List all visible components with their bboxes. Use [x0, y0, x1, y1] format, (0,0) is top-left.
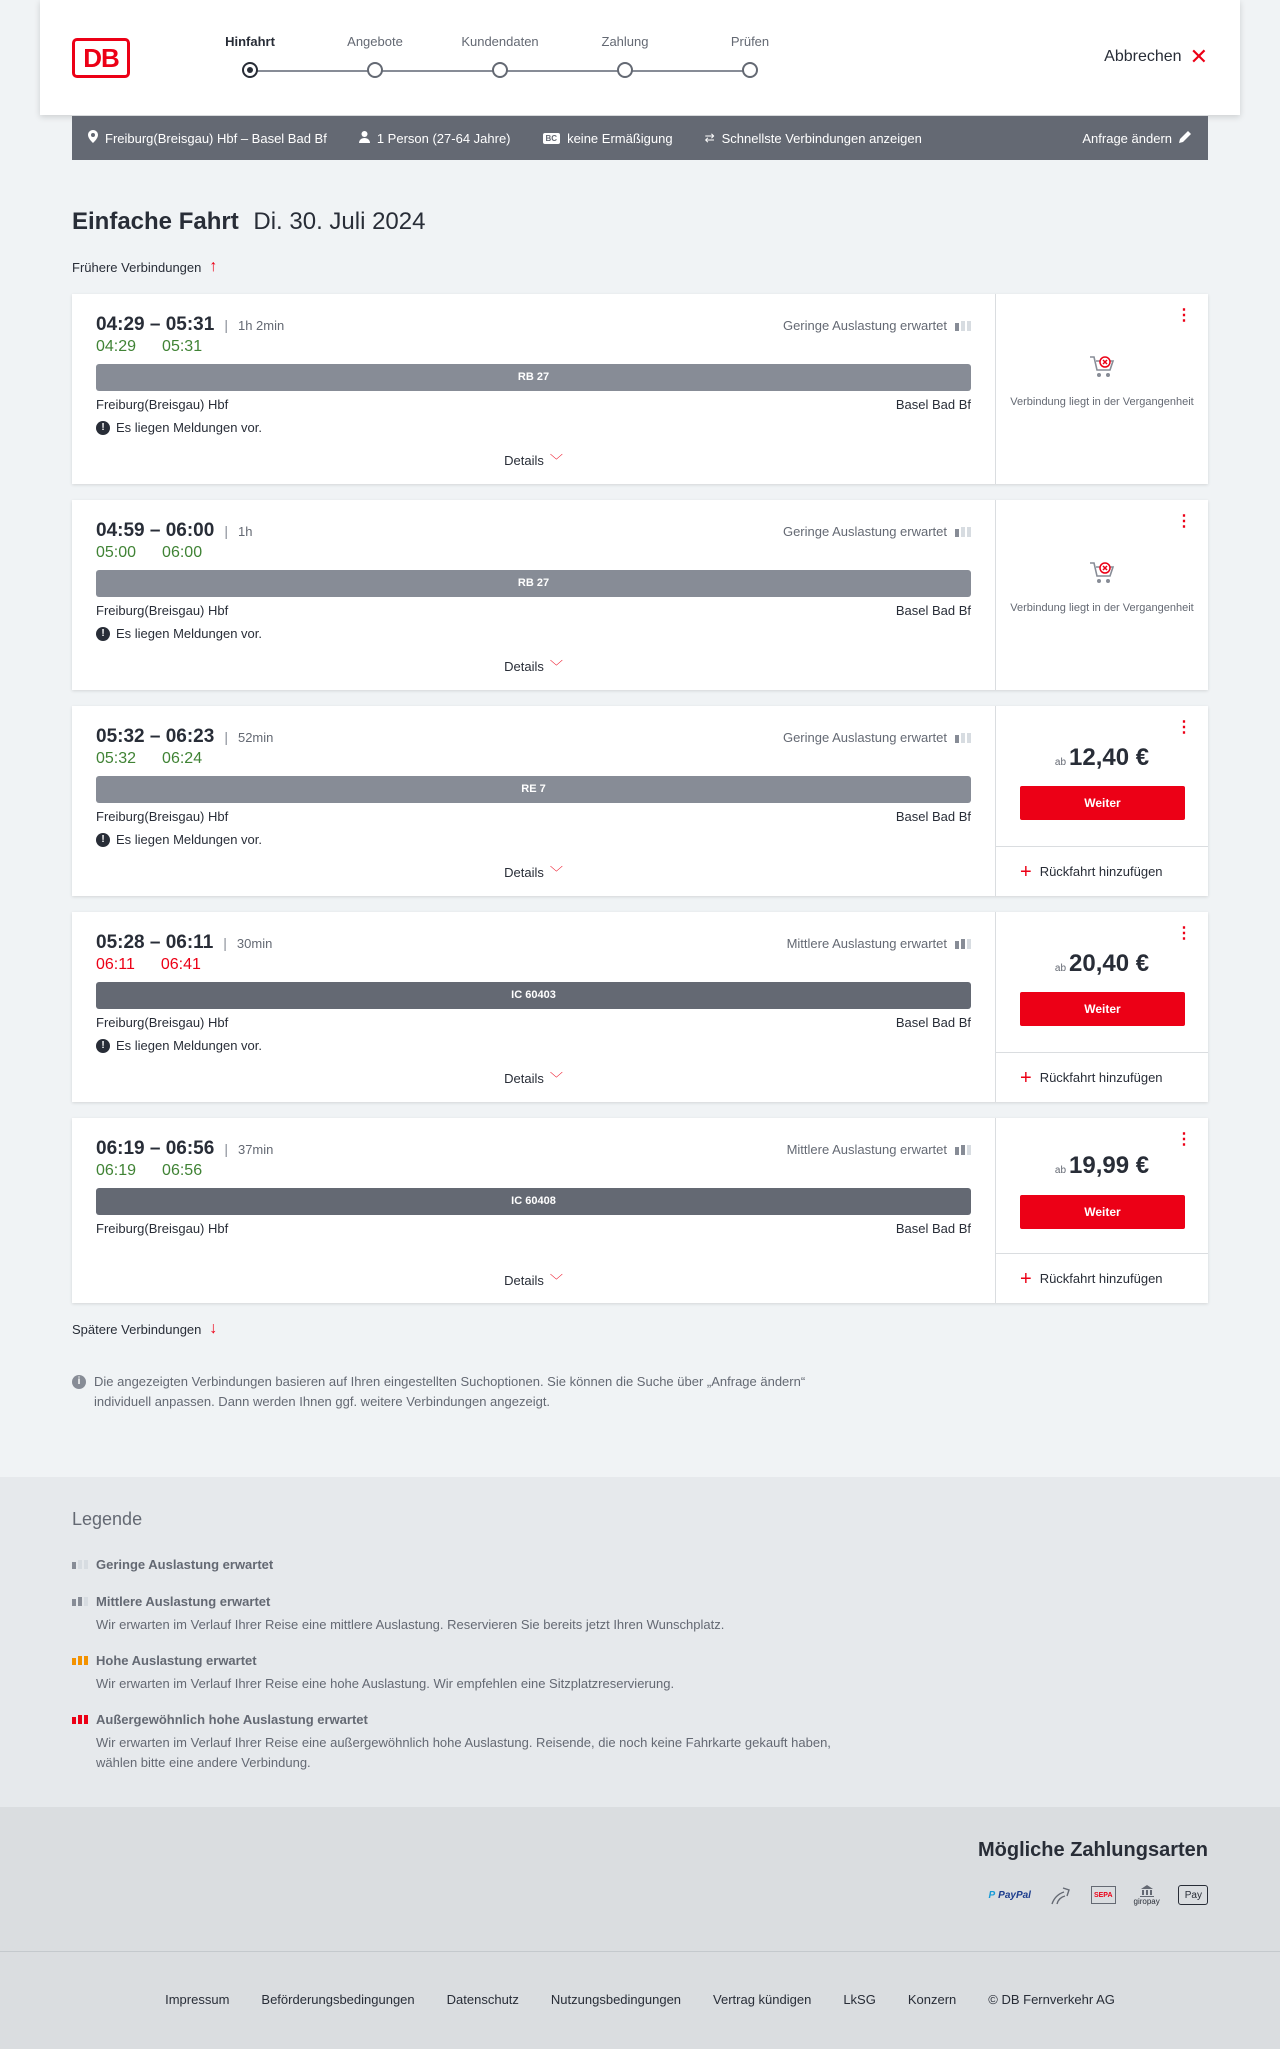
separator: | — [223, 935, 227, 951]
route-summary — [88, 130, 327, 146]
footer-link-impressum[interactable]: Impressum — [165, 1992, 230, 2007]
details-label: Details — [504, 865, 544, 880]
step-zahlung — [555, 34, 695, 78]
footer-link-datenschutz[interactable]: Datenschutz — [446, 1992, 519, 2007]
train-bar: IC 60403 — [96, 982, 971, 1009]
realtime-departure: 05:32 — [96, 750, 137, 767]
low-load-icon — [955, 527, 971, 537]
legend-item-desc: Wir erwarten im Verlauf Ihrer Reise eine hohe Auslastung. Wir empfehlen eine Sitzplatzreservierung. — [96, 1676, 675, 1691]
more-options-icon[interactable]: ⋮ — [1176, 307, 1192, 324]
continue-button[interactable]: Weiter — [1020, 992, 1185, 1026]
legend-title: Legende — [72, 1509, 143, 1529]
medium-load-icon — [72, 1597, 88, 1606]
later-connections-link[interactable] — [72, 1320, 217, 1338]
add-return-button[interactable] — [996, 1253, 1208, 1303]
more-options-icon[interactable]: ⋮ — [1176, 925, 1192, 942]
message-text: Es liegen Meldungen vor. — [116, 832, 262, 847]
past-connection-notice — [996, 560, 1208, 614]
details-toggle[interactable] — [72, 656, 995, 675]
step-label: Prüfen — [730, 34, 770, 49]
planned-time-range: 05:32 – 06:23 — [96, 726, 215, 747]
step-label: Angebote — [347, 34, 403, 49]
message-text: Es liegen Meldungen vor. — [116, 626, 262, 641]
load-text: Geringe Auslastung erwartet — [782, 524, 947, 539]
medium-load-icon — [955, 1145, 971, 1155]
chevron-down-icon: ﹀ — [549, 865, 563, 880]
details-label: Details — [504, 453, 544, 468]
train-bar: RE 7 — [96, 776, 971, 803]
realtime-arrival: 06:24 — [162, 750, 203, 767]
legend-item-desc: Wir erwarten im Verlauf Ihrer Reise eine mittlere Auslastung. Reservieren Sie bereits jetzt Ihren Wunschplatz. — [96, 1617, 725, 1632]
price — [996, 744, 1208, 772]
booking-header — [40, 0, 1240, 115]
realtime-times — [96, 338, 971, 356]
legend-item-desc: Wir erwarten im Verlauf Ihrer Reise eine außergewöhnlich hohe Auslastung. Reisende, die noch keine Fahrkarte gekauft haben, wählen bitte eine andere Verbindung. — [96, 1735, 831, 1770]
warning-icon: ! — [96, 833, 110, 847]
realtime-arrival: 06:00 — [162, 544, 203, 561]
realtime-departure: 05:00 — [96, 544, 137, 561]
connection-card — [72, 500, 1208, 690]
message-notice — [96, 626, 971, 641]
footer-copyright: © DB Fernverkehr AG — [988, 1992, 1115, 2007]
step-kundendaten — [430, 34, 570, 78]
details-toggle[interactable] — [72, 1068, 995, 1087]
payment-title: Mögliche Zahlungsarten — [977, 1839, 1208, 1861]
route-text: Freiburg(Breisgau) Hbf – Basel Bad Bf — [105, 130, 327, 146]
legend-item-title: Mittlere Auslastung erwartet — [96, 1594, 271, 1609]
progress-stepper — [180, 34, 770, 84]
details-toggle[interactable] — [72, 862, 995, 881]
planned-time-range: 04:29 – 05:31 — [96, 314, 215, 335]
earlier-connections-link[interactable] — [72, 258, 217, 276]
change-request-button[interactable] — [1082, 130, 1192, 146]
arrival-station: Basel Bad Bf — [895, 603, 971, 618]
connection-card — [72, 1118, 1208, 1303]
footer — [0, 1952, 1280, 2049]
info-text: Die angezeigten Verbindungen basieren auf Ihren eingestellten Suchoptionen. Sie können die Suche über „Anfrage ändern“ individuell anpassen. Dann werden Ihnen ggf. weitere Verbindungen angezeigt. — [94, 1374, 806, 1409]
price-prefix: ab — [1054, 1165, 1067, 1176]
trip-type: Einfache Fahrt — [72, 208, 239, 235]
trip-date: Di. 30. Juli 2024 — [253, 208, 426, 235]
load-indicator — [783, 318, 971, 333]
load-indicator — [787, 1142, 971, 1157]
realtime-departure: 06:19 — [96, 1162, 137, 1179]
train-bar: RB 27 — [96, 364, 971, 391]
stations — [96, 1221, 971, 1236]
past-text: Verbindung liegt in der Vergangenheit — [1010, 602, 1194, 614]
plus-icon: + — [1020, 1267, 1032, 1290]
duration: 52min — [237, 729, 274, 745]
details-label: Details — [504, 1071, 544, 1086]
departure-station: Freiburg(Breisgau) Hbf — [96, 603, 229, 618]
more-options-icon[interactable]: ⋮ — [1176, 1131, 1192, 1148]
change-request-label: Anfrage ändern — [1082, 130, 1172, 146]
realtime-arrival: 05:31 — [162, 338, 203, 355]
db-logo[interactable]: DB — [72, 38, 130, 78]
low-load-icon — [955, 733, 971, 743]
more-options-icon[interactable]: ⋮ — [1176, 513, 1192, 530]
step-hinfahrt — [180, 34, 320, 78]
search-info-note — [72, 1372, 852, 1412]
offer-panel — [995, 500, 1208, 690]
offer-panel — [995, 294, 1208, 484]
more-options-icon[interactable]: ⋮ — [1176, 719, 1192, 736]
past-text: Verbindung liegt in der Vergangenheit — [1010, 396, 1194, 408]
high-load-icon — [72, 1656, 88, 1665]
pencil-icon — [1179, 130, 1192, 146]
chevron-down-icon: ﹀ — [549, 659, 563, 674]
search-summary-bar — [72, 116, 1208, 160]
load-indicator — [783, 524, 971, 539]
footer-links — [0, 1992, 1280, 2007]
low-load-icon — [955, 321, 971, 331]
legend-item-title: Geringe Auslastung erwartet — [96, 1557, 274, 1572]
discount-text: keine Ermäßigung — [567, 130, 673, 146]
price — [996, 950, 1208, 978]
price-amount: 19,99 € — [1069, 1152, 1150, 1179]
info-icon: i — [72, 1375, 86, 1389]
passenger-summary — [359, 131, 511, 146]
credit-card-hand-icon — [1049, 1884, 1073, 1906]
warning-icon: ! — [96, 1039, 110, 1053]
legend-item-high — [72, 1653, 872, 1694]
legend-item-title: Hohe Auslastung erwartet — [96, 1653, 257, 1668]
details-label: Details — [504, 659, 544, 674]
close-icon: ✕ — [1189, 44, 1208, 69]
realtime-times — [96, 956, 971, 974]
add-return-label: Rückfahrt hinzufügen — [1039, 1271, 1163, 1286]
apple-pay-icon: Pay — [1178, 1885, 1208, 1905]
plus-icon: + — [1020, 1066, 1032, 1089]
footer-link-konzern[interactable]: Konzern — [907, 1992, 957, 2007]
realtime-departure: 04:29 — [96, 338, 137, 355]
departure-station: Freiburg(Breisgau) Hbf — [96, 1221, 229, 1236]
duration: 30min — [236, 935, 273, 951]
realtime-times — [96, 544, 971, 562]
add-return-label: Rückfahrt hinzufügen — [1039, 864, 1163, 879]
realtime-times — [96, 1162, 971, 1180]
bahncard-icon: BC — [543, 133, 561, 144]
person-icon — [359, 131, 370, 146]
load-text: Geringe Auslastung erwartet — [782, 730, 947, 745]
step-label: Kundendaten — [461, 34, 539, 49]
planned-time-range: 04:59 – 06:00 — [96, 520, 215, 541]
connection-card — [72, 294, 1208, 484]
sepa-icon: SEPA — [1091, 1886, 1116, 1904]
train-bar: IC 60408 — [96, 1188, 971, 1215]
message-notice — [96, 832, 971, 847]
add-return-button[interactable] — [996, 1052, 1208, 1102]
fastest-text: Schnellste Verbindungen anzeigen — [721, 130, 922, 146]
legend-item-low — [72, 1557, 872, 1572]
page-title — [72, 208, 425, 236]
footer-link-lksg[interactable]: LkSG — [843, 1992, 876, 2007]
details-toggle[interactable] — [72, 1270, 995, 1289]
message-text: Es liegen Meldungen vor. — [116, 420, 262, 435]
paypal-icon: P PayPal — [988, 1889, 1031, 1901]
separator: | — [224, 317, 228, 333]
warning-icon: ! — [96, 627, 110, 641]
planned-time-range: 05:28 – 06:11 — [96, 932, 214, 953]
arrow-down-icon: ↓ — [209, 1320, 218, 1337]
cancel-button[interactable] — [1104, 44, 1208, 69]
load-text: Mittlere Auslastung erwartet — [786, 936, 947, 951]
footer-link-befoerderungsbedingungen[interactable]: Beförderungsbedingungen — [261, 1992, 415, 2007]
load-text: Geringe Auslastung erwartet — [782, 318, 947, 333]
step-pruefen — [680, 34, 820, 78]
stations — [96, 603, 971, 618]
payment-methods-section — [0, 1807, 1280, 1952]
chevron-down-icon: ﹀ — [549, 1273, 563, 1288]
past-connection-notice — [996, 354, 1208, 408]
step-dot — [742, 62, 758, 78]
departure-station: Freiburg(Breisgau) Hbf — [96, 397, 229, 412]
message-text: Es liegen Meldungen vor. — [116, 1038, 262, 1053]
train-bar: RB 27 — [96, 570, 971, 597]
cart-unavailable-icon — [1088, 354, 1116, 380]
separator: | — [224, 1141, 228, 1157]
load-indicator — [783, 730, 971, 745]
step-angebote — [305, 34, 445, 78]
price-prefix: ab — [1054, 757, 1067, 768]
footer-link-vertrag-kuendigen[interactable]: Vertrag kündigen — [713, 1992, 812, 2007]
legend-section — [0, 1477, 1280, 1807]
realtime-arrival: 06:56 — [162, 1162, 203, 1179]
price — [996, 1152, 1208, 1180]
step-dot — [492, 62, 508, 78]
add-return-button[interactable] — [996, 846, 1208, 896]
details-toggle[interactable] — [72, 450, 995, 469]
footer-link-nutzungsbedingungen[interactable]: Nutzungsbedingungen — [550, 1992, 682, 2007]
duration: 37min — [237, 1141, 274, 1157]
step-dot-active — [242, 62, 258, 78]
step-dot — [367, 62, 383, 78]
details-label: Details — [504, 1273, 544, 1288]
add-return-label: Rückfahrt hinzufügen — [1039, 1070, 1163, 1085]
price-amount: 20,40 € — [1069, 950, 1150, 977]
offer-panel — [995, 706, 1208, 896]
load-indicator — [787, 936, 971, 951]
offer-panel — [995, 912, 1208, 1102]
arrival-station: Basel Bad Bf — [895, 809, 971, 824]
connection-card — [72, 912, 1208, 1102]
departure-station: Freiburg(Breisgau) Hbf — [96, 1015, 229, 1030]
very-high-load-icon — [72, 1715, 88, 1724]
connection-card — [72, 706, 1208, 896]
load-text: Mittlere Auslastung erwartet — [786, 1142, 947, 1157]
separator: | — [224, 523, 228, 539]
arrival-station: Basel Bad Bf — [895, 1015, 971, 1030]
arrow-up-icon: ↑ — [209, 258, 218, 275]
swap-arrows-icon: ⇄ — [704, 131, 715, 145]
realtime-arrival: 06:41 — [160, 956, 201, 973]
fastest-connections-toggle[interactable] — [705, 131, 922, 146]
medium-load-icon — [955, 939, 971, 949]
legend-item-title: Außergewöhnlich hohe Auslastung erwartet — [96, 1712, 368, 1727]
location-pin-icon — [88, 130, 98, 146]
arrival-station: Basel Bad Bf — [895, 397, 971, 412]
planned-time-range: 06:19 – 06:56 — [96, 1138, 215, 1159]
departure-station: Freiburg(Breisgau) Hbf — [96, 809, 229, 824]
offer-panel — [995, 1118, 1208, 1303]
low-load-icon — [72, 1560, 88, 1569]
plus-icon: + — [1020, 860, 1032, 883]
payment-icons — [988, 1882, 1208, 1908]
discount-summary — [543, 131, 673, 146]
chevron-down-icon: ﹀ — [549, 453, 563, 468]
arrival-station: Basel Bad Bf — [895, 1221, 971, 1236]
earlier-label: Frühere Verbindungen — [72, 259, 202, 275]
step-label: Hinfahrt — [225, 34, 275, 49]
cart-unavailable-icon — [1088, 560, 1116, 586]
later-label: Spätere Verbindungen — [72, 1321, 202, 1337]
warning-icon: ! — [96, 421, 110, 435]
realtime-departure: 06:11 — [96, 956, 135, 973]
passenger-text: 1 Person (27-64 Jahre) — [376, 130, 511, 146]
separator: | — [224, 729, 228, 745]
continue-button[interactable]: Weiter — [1020, 1195, 1185, 1229]
stations — [96, 397, 971, 412]
price-prefix: ab — [1054, 963, 1067, 974]
step-label: Zahlung — [601, 34, 649, 49]
step-dot — [617, 62, 633, 78]
realtime-times — [96, 750, 971, 768]
legend-item-very-high — [72, 1712, 872, 1773]
stations — [96, 809, 971, 824]
stations — [96, 1015, 971, 1030]
duration: 1h 2min — [237, 317, 285, 333]
duration: 1h — [237, 523, 253, 539]
continue-button[interactable]: Weiter — [1020, 786, 1185, 820]
price-amount: 12,40 € — [1069, 744, 1150, 771]
giropay-icon: giropay — [1134, 1882, 1160, 1908]
chevron-down-icon: ﹀ — [549, 1071, 563, 1086]
message-notice — [96, 420, 971, 435]
legend-item-medium — [72, 1594, 872, 1635]
cancel-label: Abbrechen — [1104, 48, 1182, 65]
message-notice — [96, 1038, 971, 1053]
